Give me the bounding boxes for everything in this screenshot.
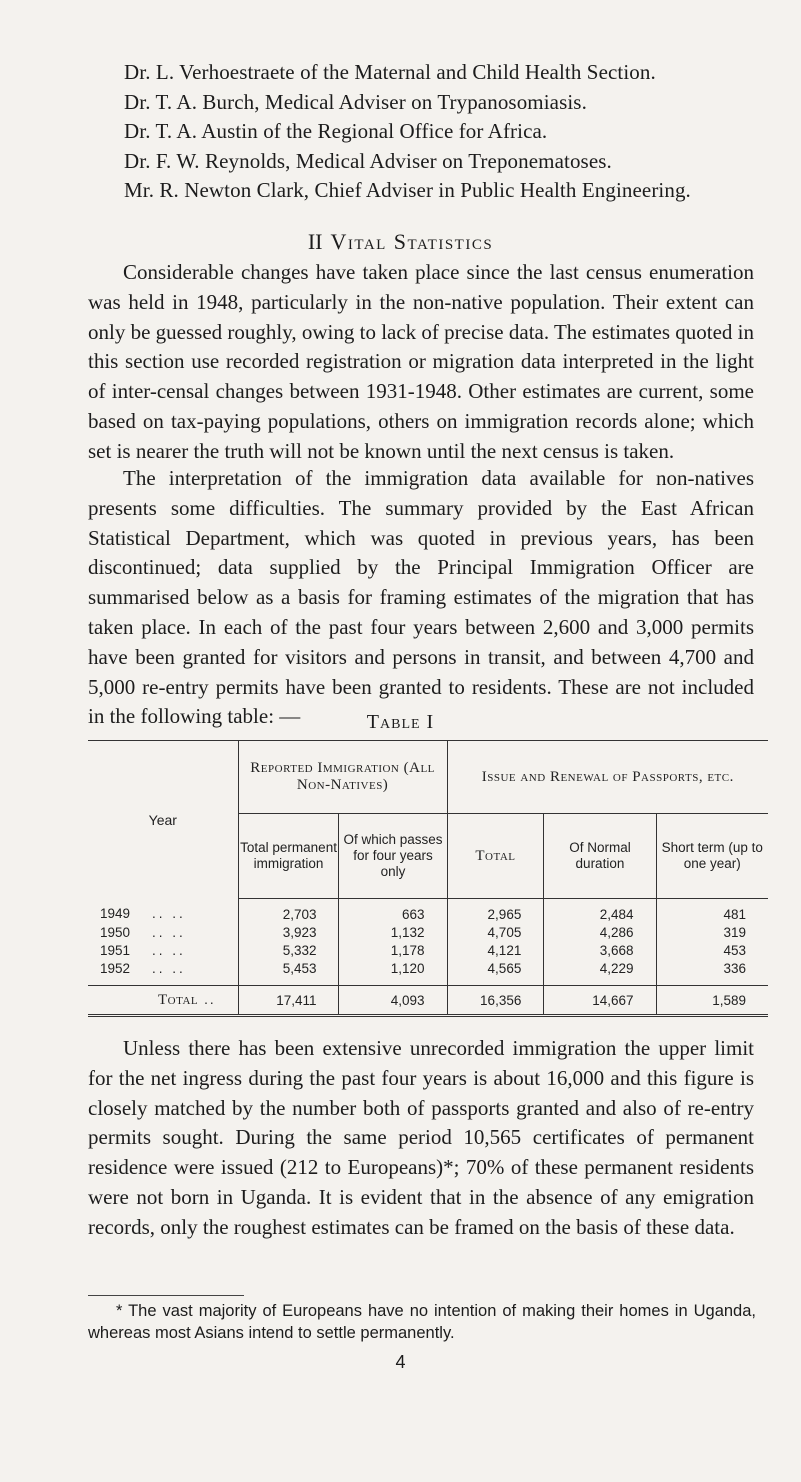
staff-entry: Dr. T. A. Austin of the Regional Office for Africa.: [124, 119, 548, 143]
row-year: 1952: [100, 960, 131, 976]
footnote: [88, 1300, 756, 1344]
table-cell: 4,565: [447, 959, 544, 986]
paragraph-text: Considerable changes have taken place since the last census enumeration was held in 1948, particularly in the non-native population. Their extent can only be guessed roughly, owing to lack of precise data. The estimates quoted in this section use recorded registration or migration data interpreted in the light of inter-censal changes between 1931-1948. Other estimates are current, some based on tax-paying populations, others on immigration records alone; which set is nearer the truth will not be known until the next census is taken.: [88, 260, 755, 463]
table-cell: 3,668: [544, 941, 656, 959]
col-passports-total: Total: [447, 814, 544, 899]
total-cell: 17,411: [238, 986, 339, 1016]
table-cell: 1,132: [339, 923, 447, 941]
table-cell: 3,923: [238, 923, 339, 941]
table-title: Table I: [366, 711, 435, 733]
section-number: II: [307, 229, 323, 254]
col-short-term: Short term (up to one year): [656, 814, 768, 899]
staff-list: [124, 58, 691, 206]
immigration-table: [88, 740, 768, 1017]
table-cell: 1,178: [339, 941, 447, 959]
table-total-row: Total .. 17,411 4,093 16,356 14,667 1,589: [88, 986, 768, 1016]
paragraph-immigration: [88, 464, 754, 732]
paragraph-analysis: [88, 1034, 754, 1243]
col-four-year-passes: Of which passes for four years only: [339, 814, 447, 899]
table-row: 1951 .. .. 5,332 1,178 4,121 3,668 453: [88, 941, 768, 959]
staff-entry: Dr. F. W. Reynolds, Medical Adviser on Treponematoses.: [124, 148, 612, 173]
table-cell: 2,965: [447, 899, 544, 924]
col-total-permanent-immigration: Total permanent immigration: [238, 814, 339, 899]
table-cell: 2,484: [544, 899, 656, 924]
table-cell: 4,121: [447, 941, 544, 959]
table-cell: 4,286: [544, 923, 656, 941]
row-year: 1949: [100, 906, 131, 922]
table-row: 1949 .. .. 2,703 663 2,965 2,484 481: [88, 899, 768, 924]
year-column-header: Year: [148, 811, 177, 828]
table-cell: 319: [656, 923, 768, 941]
paragraph-text: The interpretation of the immigration data available for non-natives presents some difficulties. The summary provided by the East African Statistical Department, which was quoted in previous years, has been discontinued; data supplied by the Principal Immigration Officer are summarised below as a basis for framing estimates of the migration that has taken place. In each of the past four years between 2,600 and 3,000 permits have been granted for visitors and persons in transit, and between 4,700 and 5,000 re-entry permits have been granted to residents. These are not included in the following table: —: [88, 466, 754, 729]
total-cell: 14,667: [544, 986, 656, 1016]
section-title: Vital Statistics: [330, 229, 494, 254]
table-row: 1950 .. .. 3,923 1,132 4,705 4,286 319: [88, 923, 768, 941]
table-cell: 481: [656, 899, 768, 924]
total-label: Total: [158, 991, 199, 1008]
staff-entry: Dr. T. A. Burch, Medical Adviser on Trypanosomiasis.: [124, 89, 587, 114]
table-cell: 2,703: [238, 899, 339, 924]
row-year: 1951: [100, 942, 131, 958]
table-cell: 4,229: [544, 959, 656, 986]
total-cell: 1,589: [656, 986, 768, 1016]
total-cell: 16,356: [447, 986, 544, 1016]
reported-immigration-header: Reported Immigration (All Non-Natives): [238, 741, 447, 814]
staff-entry: Mr. R. Newton Clark, Chief Adviser in Public Health Engineering.: [124, 178, 691, 202]
col-normal-duration: Of Normal duration: [544, 814, 656, 899]
table-cell: 1,120: [339, 959, 447, 986]
page-number: 4: [395, 1352, 406, 1372]
footnote-divider: [88, 1295, 244, 1296]
table-row: 1952 .. .. 5,453 1,120 4,565 4,229 336: [88, 959, 768, 986]
table-cell: 5,453: [238, 959, 339, 986]
table-cell: 453: [656, 941, 768, 959]
table-cell: 5,332: [238, 941, 339, 959]
row-year: 1950: [100, 924, 131, 940]
table-cell: 663: [339, 899, 447, 924]
total-cell: 4,093: [339, 986, 447, 1016]
paragraph-census: [88, 258, 754, 467]
section-heading: [0, 229, 801, 255]
table-cell: 336: [656, 959, 768, 986]
passports-header: Issue and Renewal of Passports, etc.: [447, 741, 768, 814]
table-cell: 4,705: [447, 923, 544, 941]
footnote-text: * The vast majority of Europeans have no intention of making their homes in Uganda, whereas most Asians intend to settle permanently.: [88, 1302, 756, 1342]
paragraph-text: Unless there has been extensive unrecorded immigration the upper limit for the net ingress during the past four years is about 16,000 and this figure is closely matched by the number both of passports granted and also of re-entry permits sought. During the same period 10,565 certificates of permanent residence were issued (212 to Europeans)*; 70% of these permanent residents were not born in Uganda. It is evident that in the absence of any emigration records, only the roughest estimates can be framed on the basis of these data.: [88, 1036, 754, 1239]
staff-entry: Dr. L. Verhoestraete of the Maternal and Child Health Section.: [124, 60, 656, 84]
